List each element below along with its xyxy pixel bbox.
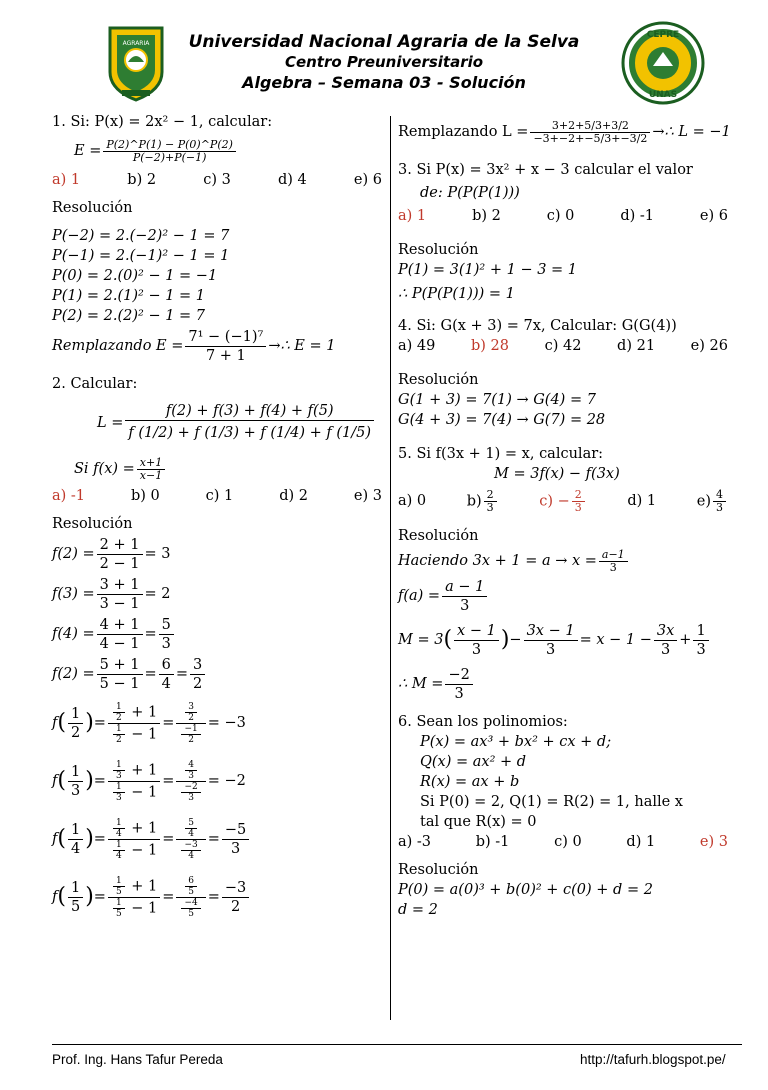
problem-2-expression: L = $\frac{f(2) + f(3) + f(4) + f(5)}{f (1/2) + f (1/3) + f (1/4) + f (1/5)}$ bbox=[52, 394, 384, 452]
center-title: Centro Preuniversitario bbox=[284, 53, 484, 71]
f-half-step: f ( $\frac{1}{2}$ ) = $\frac{1}{2}$ + 1 $\frac{1}{2}$ − 1 = $\frac{\frac{3}{2}}{\frac{-1}{2}}$ = −3 bbox=[52, 701, 246, 745]
problem-5-options bbox=[398, 484, 728, 518]
problem-3-question-cont: de: P(P(P(1))) bbox=[420, 185, 520, 201]
step: G(4 + 3) = 7(4) → G(7) = 28 bbox=[398, 412, 606, 428]
header bbox=[0, 0, 768, 112]
option: a) 0 bbox=[398, 493, 427, 509]
problem-1-options bbox=[52, 170, 382, 190]
f-quarter-step: f ( $\frac{1}{4}$ ) = $\frac{1}{4}$ + 1 $\frac{1}{4}$ − 1 = $\frac{\frac{5}{4}}{\frac{-3}{4}}$ = $\frac{-5}{3}$ bbox=[52, 810, 384, 868]
f-fifth-step: f ( $\frac{1}{5}$ ) = $\frac{1}{5}$ + 1 $\frac{1}{5}$ − 1 = $\frac{\frac{6}{5}}{\frac{-4}{5}}$ = $\frac{-3}{2}$ bbox=[52, 868, 384, 926]
svg-text:AGRARIA: AGRARIA bbox=[122, 40, 150, 47]
problem-2-conclusion: Remplazando L = $\frac{3+2+5/3+3/2}{-3+-2+-5/3+-3/2}$ →∴ L = −1 bbox=[398, 118, 731, 145]
option: d) 2 bbox=[279, 488, 308, 504]
option-correct: c) − $\frac{2}{3}$ bbox=[539, 489, 587, 514]
option: e) $\frac{4}{3}$ bbox=[697, 489, 728, 514]
step: P(0) = a(0)³ + b(0)² + c(0) + d = 2 bbox=[398, 882, 653, 898]
option: c) 42 bbox=[544, 338, 582, 354]
option: d) -1 bbox=[620, 208, 654, 224]
option: a) -3 bbox=[398, 834, 432, 850]
resolution-heading: Resolución bbox=[398, 242, 479, 258]
resolution-heading: Resolución bbox=[52, 516, 133, 532]
footer-rule bbox=[52, 1044, 742, 1045]
option: e) 3 bbox=[353, 488, 382, 504]
footer-author: Prof. Ing. Hans Tafur Pereda bbox=[52, 1052, 223, 1067]
step: P(−2) = 2.(−2)² − 1 = 7 bbox=[52, 228, 230, 244]
step: ∴ P(P(P(1))) = 1 bbox=[398, 286, 515, 302]
subject-title: Algebra – Semana 03 - Solución bbox=[242, 73, 526, 92]
option: b) $\frac{2}{3}$ bbox=[467, 489, 499, 514]
f5-step: f(2) = $\frac{5 + 1}{5 - 1}$ = $\frac{6}{4}$ = $\frac{3}{2}$ bbox=[52, 654, 384, 694]
f3-step: f(3) = $\frac{3 + 1}{3 - 1}$ = 2 bbox=[52, 576, 171, 612]
option: d) 1 bbox=[626, 834, 656, 850]
option: a) 49 bbox=[398, 338, 436, 354]
polynomial: P(x) = ax³ + bx² + cx + d; bbox=[420, 734, 612, 750]
problem-2-options bbox=[52, 486, 382, 506]
polynomial: Q(x) = ax² + d bbox=[420, 754, 527, 770]
condition: tal que R(x) = 0 bbox=[420, 814, 537, 830]
option: e) 6 bbox=[699, 208, 728, 224]
option: e) 26 bbox=[690, 338, 728, 354]
resolution-heading: Resolución bbox=[398, 862, 479, 878]
option: b) 2 bbox=[127, 172, 157, 188]
problem-1-question: 1. Si: P(x) = 2x² − 1, calcular: bbox=[52, 114, 273, 130]
option: b) 2 bbox=[472, 208, 501, 224]
step: f(a) = $\frac{a - 1}{3}$ bbox=[398, 576, 738, 616]
step: d = 2 bbox=[398, 902, 438, 918]
option: d) 21 bbox=[617, 338, 656, 354]
problem-4-question: 4. Si: G(x + 3) = 7x, Calcular: G(G(4)) bbox=[398, 318, 677, 334]
problem-4-options bbox=[398, 336, 728, 356]
resolution-heading: Resolución bbox=[398, 372, 479, 388]
step: P(1) = 2.(1)² − 1 = 1 bbox=[52, 288, 206, 304]
step: G(1 + 3) = 7(1) → G(4) = 7 bbox=[398, 392, 596, 408]
problem-6-question: 6. Sean los polinomios: bbox=[398, 714, 568, 730]
option-correct: b) 28 bbox=[470, 338, 509, 354]
problem-1-expression: E = $\frac{P(2)\^{}P(1) - P(0)\^{}P(2)}{P(-2)+P(-1)}$ bbox=[52, 132, 384, 170]
footer-url[interactable]: http://tafurh.blogspot.pe/ bbox=[580, 1052, 726, 1067]
svg-text:CEPRE: CEPRE bbox=[646, 30, 680, 40]
left-column bbox=[52, 112, 384, 926]
resolution-heading: Resolución bbox=[52, 200, 133, 216]
resolution-heading: Resolución bbox=[398, 528, 479, 544]
option-correct: e) 3 bbox=[699, 834, 728, 850]
f2-step: f(2) = $\frac{2 + 1}{2 - 1}$ = 3 bbox=[52, 536, 171, 572]
problem-6-options bbox=[398, 832, 728, 852]
problem-5-question: 5. Si f(3x + 1) = x, calcular: bbox=[398, 446, 604, 462]
option: c) 0 bbox=[546, 208, 575, 224]
problem-1-substitution: Remplazando E = $\frac{\text{7¹ − (−1)⁷}}{7 + 1}$ →∴ E = 1 bbox=[52, 328, 336, 364]
option: b) -1 bbox=[475, 834, 510, 850]
option-correct: a) 1 bbox=[52, 172, 81, 188]
university-title: Universidad Nacional Agraria de la Selva bbox=[188, 32, 580, 52]
cepre-unas-logo bbox=[620, 20, 706, 106]
step: M = 3 ( $\frac{x - 1}{3}$ ) − $\frac{3x - 1}{3}$ = x − 1 − $\frac{3x}{3}$ + $\frac{1}{3}$ bbox=[398, 616, 738, 664]
problem-2-question: 2. Calcular: bbox=[52, 376, 138, 392]
option: c) 3 bbox=[203, 172, 231, 188]
problem-3-question: 3. Si P(x) = 3x² + x − 3 calcular el valor bbox=[398, 162, 693, 178]
problem-3-options bbox=[398, 206, 728, 226]
option: d) 1 bbox=[627, 493, 657, 509]
option: c) 1 bbox=[205, 488, 234, 504]
svg-text:UNAS: UNAS bbox=[648, 90, 678, 100]
step: P(2) = 2.(2)² − 1 = 7 bbox=[52, 308, 206, 324]
option: d) 4 bbox=[277, 172, 307, 188]
column-divider bbox=[390, 116, 391, 1020]
option: e) 6 bbox=[353, 172, 382, 188]
f-third-step: f ( $\frac{1}{3}$ ) = $\frac{1}{3}$ + 1 $\frac{1}{3}$ − 1 = $\frac{\frac{4}{3}}{\frac{-2}{3}}$ = −2 bbox=[52, 759, 246, 803]
problem-5-expression: M = 3f(x) − f(3x) bbox=[494, 466, 620, 482]
step: P(0) = 2.(0)² − 1 = −1 bbox=[52, 268, 218, 284]
option-correct: a) -1 bbox=[52, 488, 86, 504]
step: ∴ M = $\frac{-2}{3}$ bbox=[398, 664, 738, 704]
problem-2-definition: Si f(x) = $\frac{x+1}{x-1}$ bbox=[52, 452, 384, 486]
option: b) 0 bbox=[130, 488, 160, 504]
step: P(−1) = 2.(−1)² − 1 = 1 bbox=[52, 248, 230, 264]
step: P(1) = 3(1)² + 1 − 3 = 1 bbox=[398, 262, 578, 278]
polynomial: R(x) = ax + b bbox=[420, 774, 520, 790]
f4-step: f(4) = $\frac{4 + 1}{4 - 1}$ = $\frac{5}{3}$ bbox=[52, 614, 384, 654]
option: c) 0 bbox=[554, 834, 582, 850]
step: Haciendo 3x + 1 = a → x = $\frac{a-1}{3}$ bbox=[398, 546, 738, 576]
right-column bbox=[398, 112, 738, 920]
option-correct: a) 1 bbox=[398, 208, 427, 224]
condition: Si P(0) = 2, Q(1) = R(2) = 1, halle x bbox=[420, 794, 683, 810]
